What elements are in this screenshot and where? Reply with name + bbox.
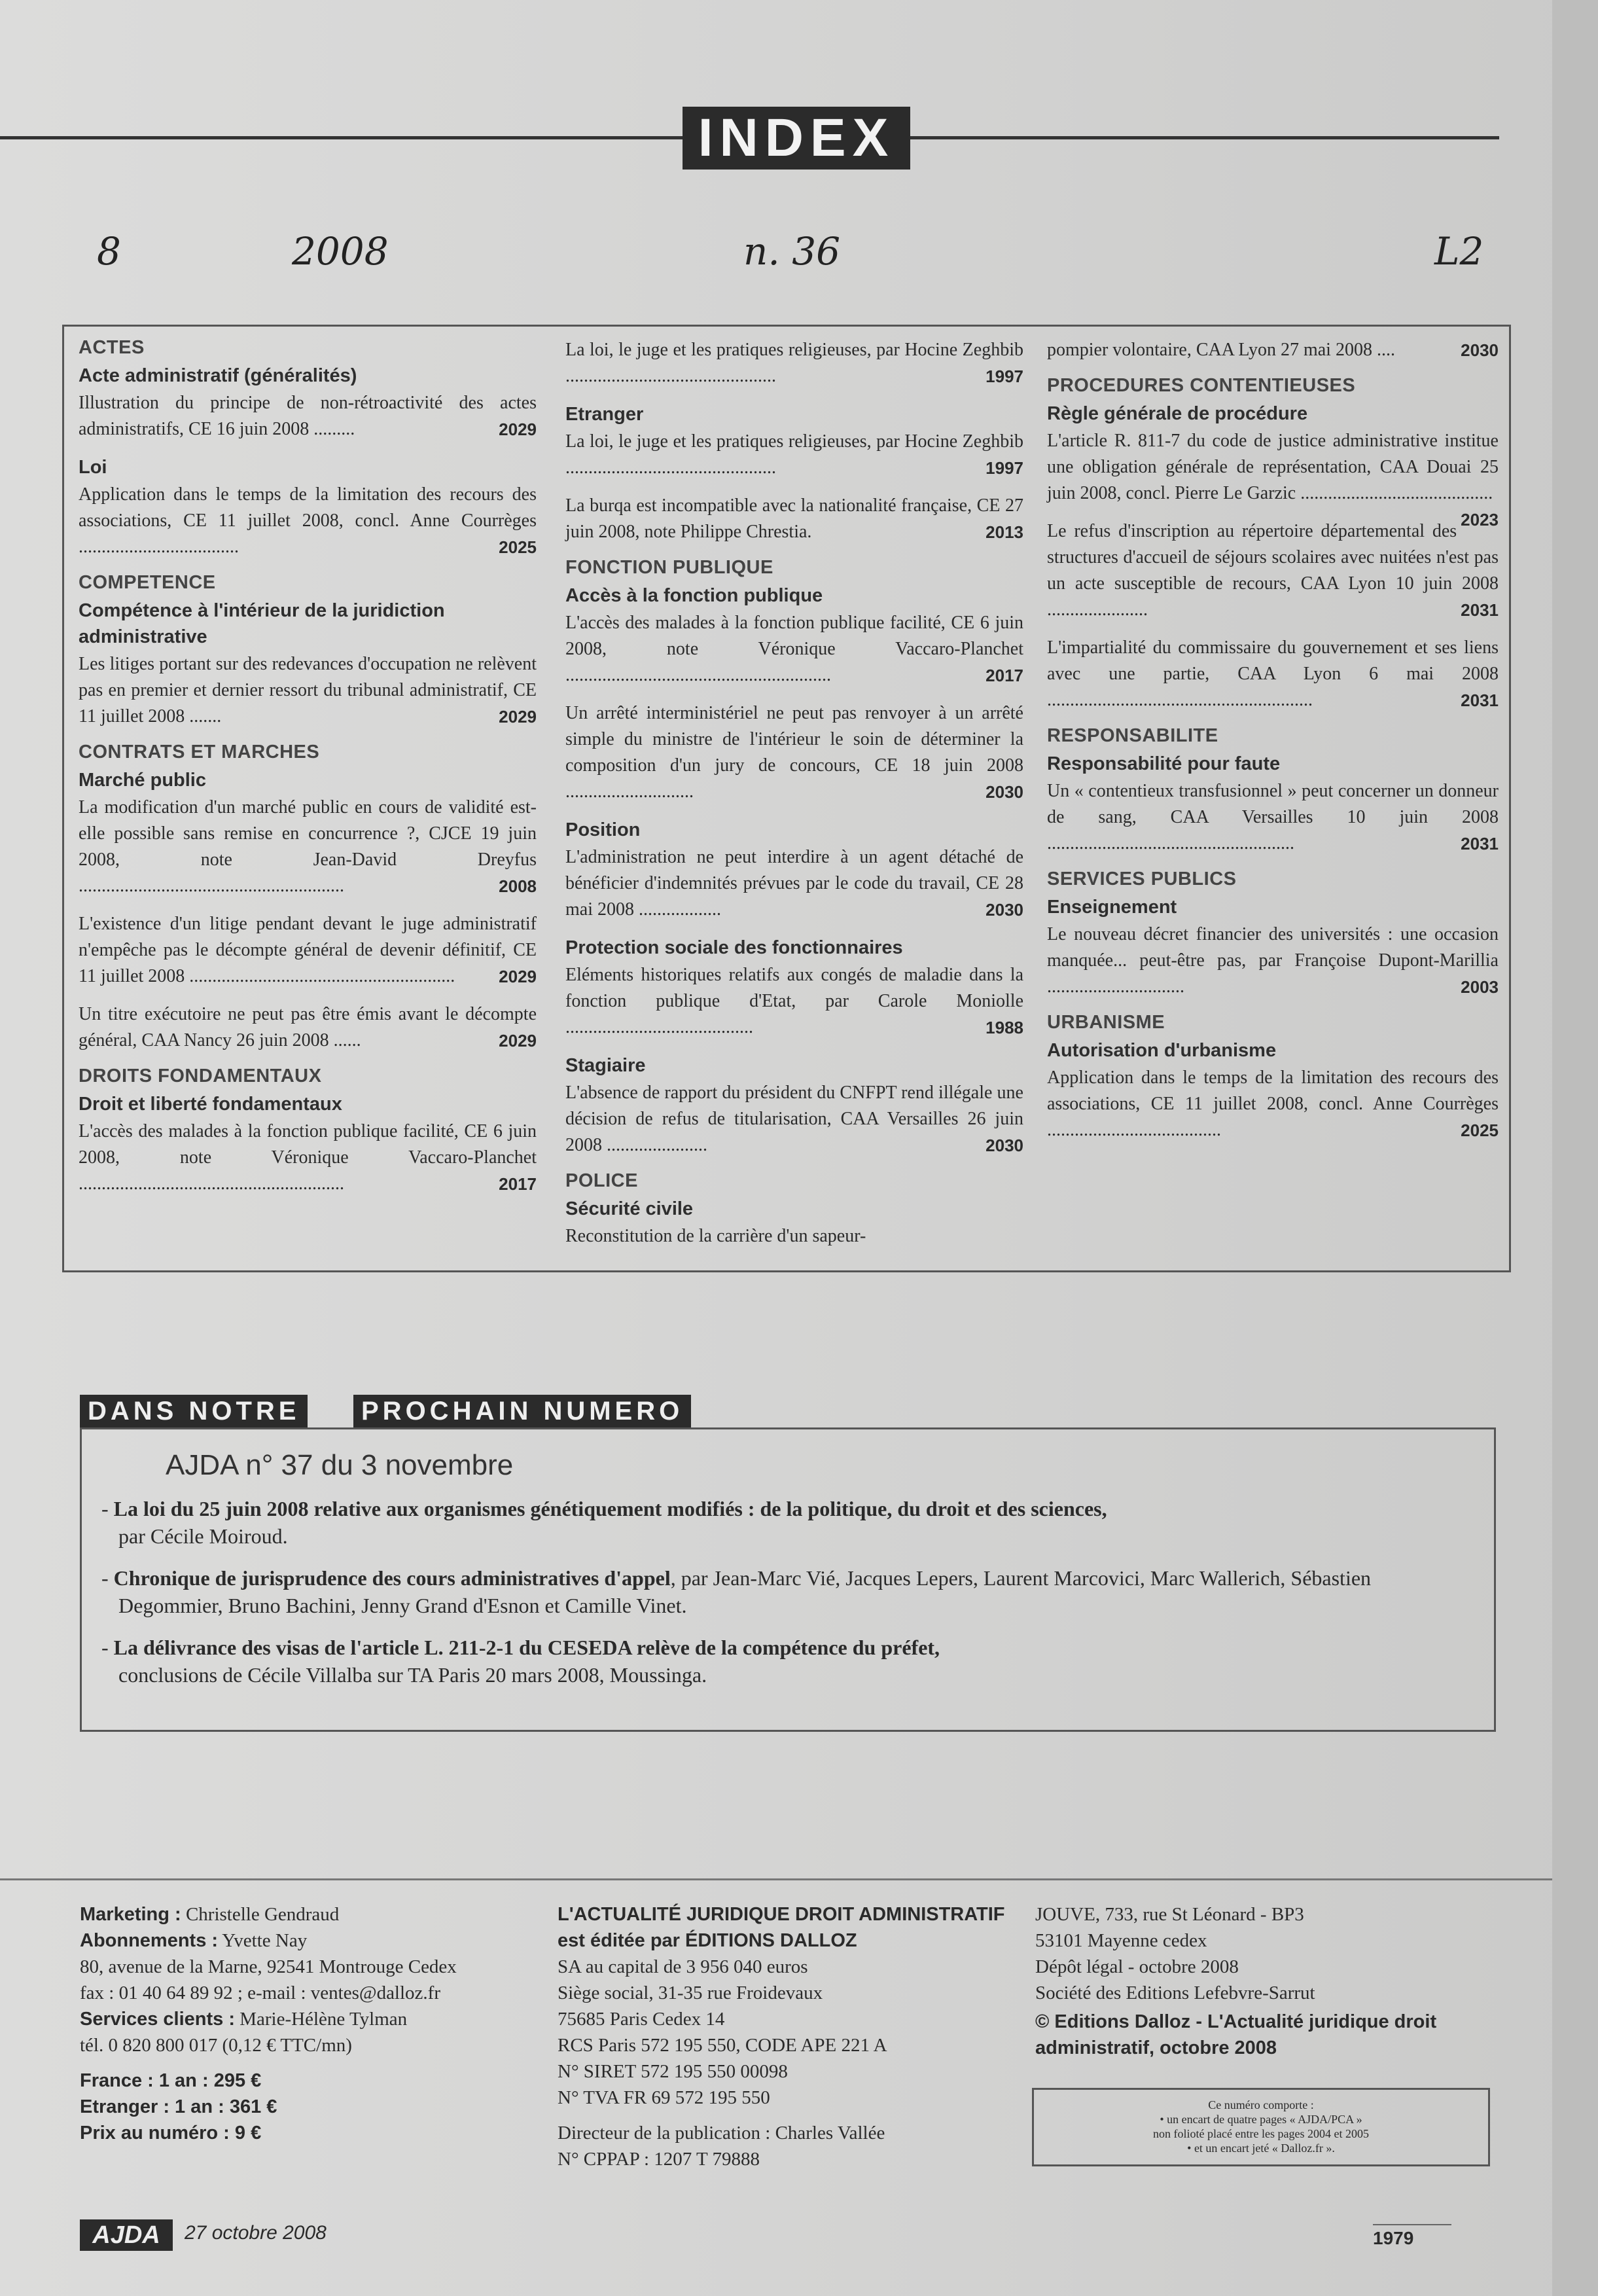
index-entry-text: L'impartialité du commissaire du gouvernement et ses liens avec une partie, CAA Lyon 6 mai 2008 ..........................................................	[1047, 637, 1499, 710]
next-issue-tab-1: DANS NOTRE	[80, 1395, 308, 1427]
index-section-heading: PROCEDURES CONTENTIEUSES	[1047, 375, 1356, 396]
index-box	[62, 325, 1511, 1272]
index-entry	[565, 493, 1023, 545]
index-subheading: Loi	[79, 457, 107, 478]
index-subheading: Règle générale de procédure	[1047, 403, 1308, 424]
index-entry-page: 2030	[985, 782, 1023, 802]
index-entry-text: Un « contentieux transfusionnel » peut concerner un donneur de sang, CAA Versailles 10 juin 2008 ......................................................	[1047, 781, 1499, 853]
index-entry-page: 2029	[499, 967, 537, 986]
index-entry-page: 2023	[1461, 510, 1499, 529]
index-section-heading: DROITS FONDAMENTAUX	[79, 1066, 322, 1086]
index-entry-text: Un arrêté interministériel ne peut pas renvoyer à un arrêté simple du ministre de l'intérieur le soin de déterminer la composition d'un jury de concours, CE 18 juin 2008 ............................	[565, 703, 1023, 802]
index-entry-page: 2025	[499, 537, 537, 557]
index-entry-text: Application dans le temps de la limitation des recours des associations, CE 11 juillet 2008, concl. Anne Courrèges ...................................	[79, 484, 537, 557]
index-entry	[79, 911, 537, 990]
page-number: 1979	[1373, 2224, 1451, 2249]
handwritten-note-3: n. 36	[743, 229, 841, 274]
index-entry-text: L'administration ne peut interdire à un agent détaché de bénéficier d'indemnités prévues par le code du travail, CE 28 mai 2008 ..................	[565, 847, 1023, 920]
index-entry-page: 1997	[985, 367, 1023, 386]
index-entry-page: 2008	[499, 876, 537, 896]
footer-column-contacts: Marketing : Christelle Gendraud Abonnements : Yvette Nay 80, avenue de la Marne, 92541 Montrouge Cedex fax : 01 40 64 89 92 ; e-mail : ventes@dalloz.fr Services clients : Marie-Hélène Tylman tél. 0 820 800 017 (0,12 € TTC/mn) France : 1 an : 295 € Etranger : 1 an : 361 € Prix au numéro : 9 €	[80, 1904, 457, 2144]
index-entry-text: L'article R. 811-7 du code de justice administrative institue une obligation générale de représentation, CAA Douai 25 juin 2008, concl. Pierre Le Garzic ..........................................	[1047, 431, 1499, 503]
index-entry-page: 2031	[1461, 691, 1499, 710]
index-entry-text: La modification d'un marché public en cours de validité est-elle possible sans remise en concurrence ?, CJCE 19 juin 2008, note Jean-David Dreyfus ..........................................................	[79, 797, 537, 896]
index-entry-page: 1997	[985, 458, 1023, 478]
index-subheading: Compétence à l'intérieur de la juridiction administrative	[79, 600, 445, 647]
next-issue-item: - Chronique de jurisprudence des cours administratives d'appel, par Jean-Marc Vié, Jacques Lepers, Laurent Marcovici, Marc Wallerich, Sébastien Degommier, Bruno Bachini, Jenny Grand d'Esnon et Camille Vinet.	[101, 1566, 1372, 1617]
index-entry-page: 2029	[499, 707, 537, 726]
index-entry	[1047, 518, 1499, 623]
header-rule-left	[0, 136, 683, 139]
index-entry-page: 1988	[985, 1018, 1023, 1037]
index-section-heading: POLICE	[565, 1170, 638, 1191]
index-entry	[79, 1119, 537, 1197]
index-section-heading: COMPETENCE	[79, 572, 216, 593]
index-entry-page: 2029	[499, 1031, 537, 1050]
ajda-logo: AJDA	[80, 2219, 173, 2251]
index-section-heading: RESPONSABILITE	[1047, 725, 1218, 746]
index-column-3	[1047, 337, 1499, 1155]
index-entry-page: 2030	[985, 900, 1023, 920]
index-entry-text: Le refus d'inscription au répertoire départemental des structures d'accueil de séjours scolaires avec nuitées n'est pas un acte susceptible de recours, CAA Lyon 10 juin 2008 ......................	[1047, 521, 1499, 620]
index-subheading: Autorisation d'urbanisme	[1047, 1040, 1277, 1061]
index-entry-text: Reconstitution de la carrière d'un sapeur-	[565, 1226, 866, 1246]
index-subheading: Responsabilité pour faute	[1047, 753, 1281, 774]
index-entry	[1047, 1065, 1499, 1143]
index-entry-page: 2017	[985, 666, 1023, 685]
index-subheading: Protection sociale des fonctionnaires	[565, 937, 903, 958]
index-subheading: Position	[565, 819, 641, 840]
index-entry	[565, 700, 1023, 805]
index-entry	[79, 482, 537, 560]
index-entry-text: La burqa est incompatible avec la nationalité française, CE 27 juin 2008, note Philippe Chrestia.	[565, 495, 1023, 542]
index-entry-page: 2025	[1461, 1121, 1499, 1140]
index-entry	[1047, 428, 1499, 529]
index-entry	[1047, 778, 1499, 857]
index-entry-page: 2030	[1461, 340, 1499, 360]
index-entry	[565, 610, 1023, 689]
index-entry-text: Un titre exécutoire ne peut pas être émis avant le décompte général, CAA Nancy 26 juin 2008 ......	[79, 1004, 537, 1050]
index-subheading: Marché public	[79, 770, 206, 791]
issue-date: 27 octobre 2008	[185, 2222, 327, 2244]
index-subheading: Enseignement	[1047, 897, 1177, 918]
index-entry-page: 2003	[1461, 977, 1499, 997]
index-section-heading: CONTRATS ET MARCHES	[79, 742, 320, 762]
index-entry-page: 2029	[499, 420, 537, 439]
footer-rule	[0, 1878, 1552, 1880]
index-section-heading: FONCTION PUBLIQUE	[565, 557, 773, 578]
footer-column-printer: JOUVE, 733, rue St Léonard - BP3 53101 Mayenne cedex Dépôt légal - octobre 2008 Société des Editions Lefebvre-Sarrut © Editions Dalloz - L'Actualité juridique droit administratif, octobre 2008	[1035, 1904, 1437, 2058]
next-issue-item: - La loi du 25 juin 2008 relative aux organismes génétiquement modifiés : de la politique, du droit et des sciences, par Cécile Moiroud.	[101, 1497, 1107, 1548]
page-title: INDEX	[683, 107, 910, 170]
next-issue-box	[80, 1427, 1496, 1732]
index-subheading: Droit et liberté fondamentaux	[79, 1094, 342, 1115]
index-entry-text: L'accès des malades à la fonction publique facilité, CE 6 juin 2008, note Véronique Vaccaro-Planchet ..........................................................	[79, 1121, 537, 1194]
index-entry	[79, 390, 537, 442]
index-entry-text: La loi, le juge et les pratiques religieuses, par Hocine Zeghbib ..............................................	[565, 431, 1023, 478]
index-entry-page: 2031	[1461, 600, 1499, 620]
index-subheading: Acte administratif (généralités)	[79, 365, 357, 386]
index-section-heading: SERVICES PUBLICS	[1047, 869, 1237, 889]
index-entry	[565, 1223, 1023, 1249]
index-entry	[79, 1001, 537, 1054]
index-subheading: Accès à la fonction publique	[565, 585, 823, 606]
index-entry	[565, 337, 1023, 389]
index-entry-text: L'existence d'un litige pendant devant le juge administratif n'empêche pas le décompte général de devenir définitif, CE 11 juillet 2008 ..........................................................	[79, 914, 537, 986]
enclosure-notice: Ce numéro comporte : • un encart de quatre pages « AJDA/PCA » non folioté placé entre les pages 2004 et 2005 • et un encart jeté « Dalloz.fr ».	[1032, 2088, 1490, 2166]
index-entry-text: Les litiges portant sur des redevances d'occupation ne relèvent pas en premier et dernier ressort du tribunal administratif, CE 11 juillet 2008 .......	[79, 654, 537, 726]
index-column-2	[565, 337, 1023, 1261]
index-entry-page: 2030	[985, 1136, 1023, 1155]
page-edge	[1552, 0, 1598, 2296]
next-issue-item: - La délivrance des visas de l'article L. 211-2-1 du CESEDA relève de la compétence du préfet, conclusions de Cécile Villalba sur TA Paris 20 mars 2008, Moussinga.	[101, 1636, 940, 1687]
next-issue-title: AJDA n° 37 du 3 novembre	[166, 1449, 514, 1481]
header-rule-right	[910, 136, 1499, 139]
handwritten-note-2: 2008	[292, 229, 389, 274]
index-entry-text: Illustration du principe de non-rétroactivité des actes administratifs, CE 16 juin 2008 .........	[79, 393, 537, 439]
footer-column-publisher: L'ACTUALITÉ JURIDIQUE DROIT ADMINISTRATIF est éditée par ÉDITIONS DALLOZ SA au capital de 3 956 040 euros Siège social, 31-35 rue Froidevaux 75685 Paris Cedex 14 RCS Paris 572 195 550, CODE APE 221 A N° SIRET 572 195 550 00098 N° TVA FR 69 572 195 550 Directeur de la publication : Charles Vallée N° CPPAP : 1207 T 79888	[558, 1904, 1005, 2170]
index-column-1	[79, 337, 537, 1209]
index-entry-text: Eléments historiques relatifs aux congés de maladie dans la fonction publique d'Etat, par Carole Moniolle .........................................	[565, 965, 1023, 1037]
next-issue-tab-2: PROCHAIN NUMERO	[353, 1395, 691, 1427]
index-subheading: Sécurité civile	[565, 1198, 694, 1219]
index-entry	[79, 795, 537, 899]
index-entry-page: 2013	[985, 522, 1023, 542]
index-entry-page: 2017	[499, 1174, 537, 1194]
index-entry	[565, 1080, 1023, 1158]
index-entry-page: 2031	[1461, 834, 1499, 853]
handwritten-note-1: 8	[97, 229, 121, 274]
index-entry-text: L'absence de rapport du président du CNFPT rend illégale une décision de refus de titularisation, CAA Versailles 26 juin 2008 ......................	[565, 1083, 1023, 1155]
index-entry	[79, 651, 537, 730]
handwritten-note-4: L2	[1434, 229, 1484, 274]
index-section-heading: ACTES	[79, 337, 145, 358]
index-subheading: Stagiaire	[565, 1055, 646, 1076]
index-entry-text: La loi, le juge et les pratiques religieuses, par Hocine Zeghbib ..............................................	[565, 340, 1023, 386]
index-entry-text: Le nouveau décret financier des universités : une occasion manquée... peut-être pas, par Françoise Dupont-Marillia ..............................	[1047, 924, 1499, 997]
index-entry	[565, 844, 1023, 923]
index-subheading: Etranger	[565, 404, 644, 425]
index-entry	[1047, 922, 1499, 1000]
index-entry-text: pompier volontaire, CAA Lyon 27 mai 2008 ....	[1047, 340, 1395, 360]
index-entry	[1047, 337, 1499, 363]
index-section-heading: URBANISME	[1047, 1012, 1165, 1033]
index-entry-text: Application dans le temps de la limitation des recours des associations, CE 11 juillet 2008, concl. Anne Courrèges ......................................	[1047, 1067, 1499, 1140]
index-entry-text: L'accès des malades à la fonction publique facilité, CE 6 juin 2008, note Véronique Vaccaro-Planchet ..........................................................	[565, 613, 1023, 685]
index-entry	[1047, 635, 1499, 713]
index-entry	[565, 962, 1023, 1041]
index-entry	[565, 429, 1023, 481]
next-issue-list	[101, 1495, 1469, 1703]
